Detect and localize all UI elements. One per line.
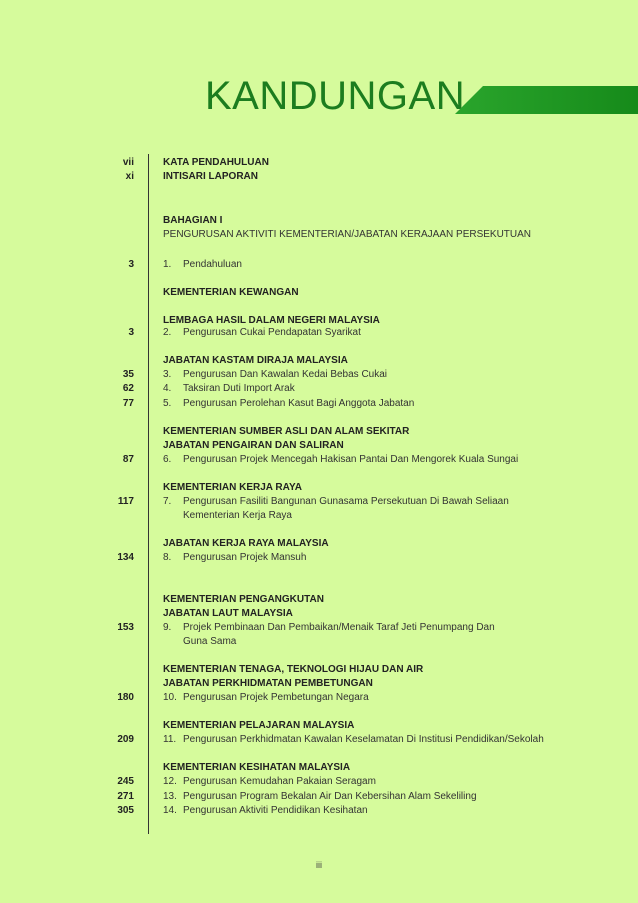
item-label: Pengurusan Projek Mencegah Hakisan Pantai Dan Mengorek Kuala Sungai xyxy=(183,454,519,465)
item-label-continued: Guna Sama xyxy=(183,636,237,647)
page-number: iii xyxy=(316,860,322,870)
toc-entry-item-1[interactable] xyxy=(163,259,242,271)
toc-entry-item-13[interactable] xyxy=(163,791,477,803)
toc-entry-intisari[interactable]: INTISARI LAPORAN xyxy=(163,171,258,182)
item-label: Pendahuluan xyxy=(183,259,242,270)
toc-entry-kata-pendahuluan[interactable]: KATA PENDAHULUAN xyxy=(163,157,269,168)
item-label: Taksiran Duti Import Arak xyxy=(183,383,295,394)
toc-page-number: 62 xyxy=(122,383,134,394)
ministry-heading: KEMENTERIAN SUMBER ASLI DAN ALAM SEKITAR xyxy=(163,426,410,437)
toc-entry-item-8[interactable] xyxy=(163,552,306,564)
item-label: Pengurusan Fasiliti Bangunan Gunasama Persekutuan Di Bawah Seliaan xyxy=(183,496,509,507)
item-number: 10. xyxy=(163,692,177,703)
ministry-heading: KEMENTERIAN KEWANGAN xyxy=(163,287,299,298)
ministry-heading: KEMENTERIAN TENAGA, TEKNOLOGI HIJAU DAN AIR xyxy=(163,664,424,675)
toc-page-number: 305 xyxy=(117,805,134,816)
item-number: 14. xyxy=(163,805,177,816)
page-title: KANDUNGAN xyxy=(205,74,466,118)
toc-page-number: 117 xyxy=(117,496,134,507)
toc-page-number: 180 xyxy=(117,692,134,703)
item-number: 12. xyxy=(163,776,177,787)
item-number: 2. xyxy=(163,327,172,338)
agency-heading: JABATAN PERKHIDMATAN PEMBETUNGAN xyxy=(163,678,373,689)
toc-entry-item-11[interactable] xyxy=(163,734,544,746)
item-number: 11. xyxy=(163,734,177,745)
item-label: Pengurusan Cukai Pendapatan Syarikat xyxy=(183,327,361,338)
toc-page-number: 209 xyxy=(117,734,134,745)
section-heading: BAHAGIAN I xyxy=(163,215,223,226)
toc-entry-item-3[interactable] xyxy=(163,369,387,381)
toc-entry-item-12[interactable] xyxy=(163,776,376,788)
agency-heading: LEMBAGA HASIL DALAM NEGERI MALAYSIA xyxy=(163,315,380,326)
toc-page-number: 134 xyxy=(117,552,134,563)
item-label: Pengurusan Perkhidmatan Kawalan Keselamatan Di Institusi Pendidikan/Sekolah xyxy=(183,734,544,745)
item-label: Pengurusan Aktiviti Pendidikan Kesihatan xyxy=(183,805,368,816)
toc-entry-item-7[interactable] xyxy=(163,496,509,508)
item-number: 8. xyxy=(163,552,172,563)
toc-entry-item-5[interactable] xyxy=(163,398,414,410)
item-number: 4. xyxy=(163,383,172,394)
toc-page-number: 87 xyxy=(122,454,134,465)
toc-page-number: 3 xyxy=(128,327,134,338)
toc-entry-item-10[interactable] xyxy=(163,692,369,704)
item-number: 1. xyxy=(163,259,172,270)
toc-entry-item-14[interactable] xyxy=(163,805,368,817)
toc-page-number: 35 xyxy=(122,369,134,380)
ministry-heading: KEMENTERIAN KESIHATAN MALAYSIA xyxy=(163,762,351,773)
toc-entry-item-4[interactable] xyxy=(163,383,295,395)
item-label: Pengurusan Dan Kawalan Kedai Bebas Cukai xyxy=(183,369,388,380)
item-label: Pengurusan Perolehan Kasut Bagi Anggota Jabatan xyxy=(183,398,415,409)
item-label: Pengurusan Kemudahan Pakaian Seragam xyxy=(183,776,376,787)
title-accent-bar xyxy=(455,86,638,114)
item-number: 5. xyxy=(163,398,172,409)
item-number: 3. xyxy=(163,369,172,380)
agency-heading: JABATAN KASTAM DIRAJA MALAYSIA xyxy=(163,355,348,366)
item-label: Pengurusan Projek Mansuh xyxy=(183,552,307,563)
ministry-heading: KEMENTERIAN PELAJARAN MALAYSIA xyxy=(163,720,355,731)
toc-entry-item-9[interactable] xyxy=(163,622,495,634)
toc-page-number: 271 xyxy=(117,791,134,802)
item-number: 13. xyxy=(163,791,177,802)
toc-page-number: 245 xyxy=(117,776,134,787)
ministry-heading: KEMENTERIAN PENGANGKUTAN xyxy=(163,594,324,605)
item-label: Pengurusan Projek Pembetungan Negara xyxy=(183,692,369,703)
toc-page-number: vii xyxy=(122,157,134,168)
agency-heading: JABATAN LAUT MALAYSIA xyxy=(163,608,293,619)
item-number: 9. xyxy=(163,622,172,633)
toc-entry-item-2[interactable] xyxy=(163,327,361,339)
toc-divider-line xyxy=(148,154,149,834)
section-subtitle: PENGURUSAN AKTIVITI KEMENTERIAN/JABATAN KERAJAAN PERSEKUTUAN xyxy=(163,229,532,240)
toc-page-number: xi xyxy=(125,171,134,182)
ministry-heading: KEMENTERIAN KERJA RAYA xyxy=(163,482,302,493)
item-label-continued: Kementerian Kerja Raya xyxy=(183,510,292,521)
item-label: Projek Pembinaan Dan Pembaikan/Menaik Taraf Jeti Penumpang Dan xyxy=(183,622,495,633)
toc-entry-item-6[interactable] xyxy=(163,454,518,466)
toc-page-number: 77 xyxy=(122,398,134,409)
item-label: Pengurusan Program Bekalan Air Dan Kebersihan Alam Sekeliling xyxy=(183,791,477,802)
item-number: 7. xyxy=(163,496,172,507)
agency-heading: JABATAN PENGAIRAN DAN SALIRAN xyxy=(163,440,344,451)
toc-page-number: 3 xyxy=(128,259,134,270)
agency-heading: JABATAN KERJA RAYA MALAYSIA xyxy=(163,538,329,549)
toc-page-number: 153 xyxy=(117,622,134,633)
item-number: 6. xyxy=(163,454,172,465)
